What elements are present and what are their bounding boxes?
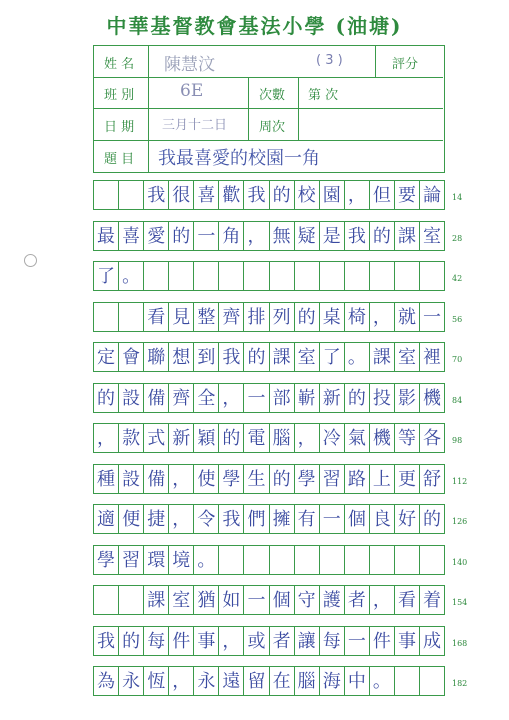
grid-cell: 便 <box>119 505 144 533</box>
column-divider <box>298 77 299 140</box>
grid-cell: 每 <box>144 627 169 655</box>
grid-row <box>93 666 445 696</box>
grid-cell: ， <box>219 627 244 655</box>
grid-cell: 就 <box>395 303 420 331</box>
name-label: 姓 名 <box>104 57 135 72</box>
grid-row <box>93 221 445 251</box>
grid-cell: 者 <box>270 627 295 655</box>
grid-cell: 的 <box>119 627 144 655</box>
grid-cell: 裡 <box>423 347 442 368</box>
grid-cell: 備 <box>144 384 169 412</box>
grid-cell: 無 <box>270 222 295 250</box>
grid-cell: 在 <box>270 667 295 695</box>
grid-cell: 好 <box>395 505 420 533</box>
grid-cell <box>320 262 345 290</box>
attempt-value: 第 次 <box>308 88 339 103</box>
grid-cell: 機 <box>423 387 442 409</box>
character-count: 56 <box>452 314 463 324</box>
grid-cell: 的 <box>370 222 395 250</box>
grid-cell: 捷 <box>144 505 169 533</box>
grid-cell: 部 <box>270 384 295 412</box>
character-count: 140 <box>452 557 468 567</box>
grid-row <box>93 504 445 534</box>
character-count: 154 <box>452 598 468 607</box>
grid-cell: 設 <box>119 465 144 493</box>
grid-cell <box>370 546 395 574</box>
grid-cell: 最 <box>94 222 119 250</box>
row-divider <box>94 77 443 78</box>
row-divider <box>94 108 443 109</box>
grid-cell: 每 <box>320 627 345 655</box>
grid-cell: 永 <box>194 667 219 695</box>
grid-cell: 我 <box>244 181 269 209</box>
grid-cell: 一 <box>194 222 219 250</box>
school-title: 中華基督教會基法小學 (油塘) <box>106 14 403 38</box>
grid-cell: 新 <box>169 424 194 452</box>
grid-cell: 課 <box>395 222 420 250</box>
grid-cell: 。 <box>119 262 144 290</box>
grid-cell: 一 <box>320 505 345 533</box>
grid-cell <box>295 546 320 574</box>
grid-cell: 整 <box>194 303 219 331</box>
grid-cell <box>94 586 119 614</box>
grid-cell: 一 <box>423 306 442 328</box>
grid-cell: 我 <box>219 505 244 533</box>
grid-cell <box>144 262 169 290</box>
grid-cell: 很 <box>169 181 194 209</box>
grid-cell: 新 <box>320 384 345 412</box>
grid-cell: 了 <box>94 262 119 290</box>
grid-cell: 一 <box>345 627 370 655</box>
grid-cell <box>345 546 370 574</box>
grid-row <box>93 180 445 210</box>
grid-cell: 室 <box>295 343 320 371</box>
grid-cell: 想 <box>169 343 194 371</box>
grid-cell: 款 <box>119 424 144 452</box>
grid-cell: 課 <box>144 586 169 614</box>
grid-cell <box>345 262 370 290</box>
grid-cell: 種 <box>94 465 119 493</box>
grid-cell <box>395 667 420 695</box>
grid-cell: 的 <box>169 222 194 250</box>
topic-label: 題 目 <box>104 152 135 167</box>
grid-cell: 更 <box>395 465 420 493</box>
grid-cell: 排 <box>244 303 269 331</box>
grid-cell: 我 <box>94 627 119 655</box>
grid-cell: 個 <box>345 505 370 533</box>
grid-cell <box>270 546 295 574</box>
grid-cell: 學 <box>94 546 119 574</box>
grid-cell: 令 <box>194 505 219 533</box>
grid-cell: 學 <box>219 465 244 493</box>
grid-cell: 事 <box>194 627 219 655</box>
grid-cell: 環 <box>144 546 169 574</box>
grid-cell: 機 <box>370 424 395 452</box>
column-divider <box>375 46 376 77</box>
grid-cell: 腦 <box>270 424 295 452</box>
grid-cell: ， <box>370 303 395 331</box>
grid-cell: 生 <box>244 465 269 493</box>
grid-cell: 中 <box>345 667 370 695</box>
grid-cell: ， <box>169 667 194 695</box>
grid-cell: 氣 <box>345 424 370 452</box>
character-count: 70 <box>452 355 463 364</box>
grid-cell: 嶄 <box>295 384 320 412</box>
column-divider <box>248 77 249 140</box>
grid-cell: 影 <box>395 384 420 412</box>
grid-cell <box>119 303 144 331</box>
grid-cell: 守 <box>295 586 320 614</box>
grid-cell: 習 <box>119 546 144 574</box>
grid-cell <box>395 262 420 290</box>
character-count: 182 <box>452 679 468 688</box>
grid-cell: 角 <box>219 222 244 250</box>
grid-cell <box>395 546 420 574</box>
grid-cell: 備 <box>144 465 169 493</box>
grid-cell: 的 <box>270 181 295 209</box>
topic-value: 我最喜愛的校園一角 <box>158 148 320 169</box>
grid-cell <box>194 262 219 290</box>
grid-cell: 一 <box>244 384 269 412</box>
grid-cell: 疑 <box>295 222 320 250</box>
grid-cell: 。 <box>370 667 395 695</box>
punch-hole <box>24 254 37 267</box>
grid-cell: 腦 <box>295 667 320 695</box>
grid-cell: ， <box>219 384 244 412</box>
grid-cell: ， <box>295 424 320 452</box>
grid-cell: 習 <box>320 465 345 493</box>
date-label: 日 期 <box>104 120 135 135</box>
grid-cell: 椅 <box>345 303 370 331</box>
grid-cell: 歡 <box>219 181 244 209</box>
grid-cell: 為 <box>94 667 119 695</box>
grid-cell: 的 <box>244 343 269 371</box>
character-count: 84 <box>452 395 463 405</box>
grid-cell: 境 <box>169 546 194 574</box>
grid-row <box>93 464 445 494</box>
grid-cell: 各 <box>423 428 442 449</box>
grid-cell: ， <box>345 181 370 209</box>
grid-row <box>93 302 445 332</box>
grid-cell: ， <box>244 222 269 250</box>
character-count: 28 <box>452 233 463 243</box>
grid-cell: ， <box>370 586 395 614</box>
grid-cell: 看 <box>144 303 169 331</box>
grid-cell <box>420 667 444 695</box>
grid-cell <box>244 262 269 290</box>
grid-cell: 永 <box>119 667 144 695</box>
grid-cell: 定 <box>94 343 119 371</box>
info-table <box>93 45 445 173</box>
grid-cell: 看 <box>395 586 420 614</box>
grid-cell <box>94 303 119 331</box>
grid-cell: 上 <box>370 465 395 493</box>
grid-cell: 喜 <box>119 222 144 250</box>
grid-cell: 投 <box>370 384 395 412</box>
name-value: 陳慧汶 <box>164 55 215 75</box>
grid-cell: 一 <box>244 586 269 614</box>
character-count: 14 <box>452 193 463 202</box>
row-divider <box>94 140 443 141</box>
grid-cell: 們 <box>244 505 269 533</box>
grid-cell: 學 <box>295 465 320 493</box>
grid-cell: 是 <box>320 222 345 250</box>
character-count: 112 <box>452 476 468 486</box>
grid-cell: 愛 <box>144 222 169 250</box>
grid-cell: 要 <box>395 181 420 209</box>
grid-cell: 恆 <box>144 667 169 695</box>
grid-cell: 讓 <box>295 627 320 655</box>
grid-cell: 室 <box>423 225 442 247</box>
grid-cell: 全 <box>194 384 219 412</box>
score-label: 評分 <box>392 57 419 72</box>
grid-cell: 穎 <box>194 424 219 452</box>
column-divider <box>148 46 149 172</box>
grid-cell: 室 <box>395 343 420 371</box>
attempt-label: 次數 <box>259 88 286 103</box>
class-value: 6E <box>180 81 204 101</box>
grid-cell: 式 <box>144 424 169 452</box>
grid-cell: 我 <box>219 343 244 371</box>
grid-cell: 着 <box>423 590 442 611</box>
grid-cell: 海 <box>320 667 345 695</box>
grid-cell: 的 <box>295 303 320 331</box>
grid-cell: 的 <box>270 465 295 493</box>
grid-cell: 的 <box>94 384 119 412</box>
grid-cell: 或 <box>244 627 269 655</box>
grid-cell: 到 <box>194 343 219 371</box>
grid-row <box>93 342 445 372</box>
grid-row <box>93 423 445 453</box>
grid-cell: 校 <box>295 181 320 209</box>
grid-cell: 護 <box>320 586 345 614</box>
grid-cell: 使 <box>194 465 219 493</box>
grid-cell: 路 <box>345 465 370 493</box>
grid-cell <box>219 546 244 574</box>
character-count: 42 <box>452 274 463 283</box>
grid-cell <box>169 262 194 290</box>
grid-cell <box>420 262 444 290</box>
grid-cell <box>244 546 269 574</box>
grid-cell: 設 <box>119 384 144 412</box>
grid-cell: 如 <box>219 586 244 614</box>
grid-cell: 園 <box>320 181 345 209</box>
grid-cell: 留 <box>244 667 269 695</box>
grid-cell: 桌 <box>320 303 345 331</box>
grid-cell: 事 <box>395 627 420 655</box>
grid-row <box>93 545 445 575</box>
grid-row <box>93 626 445 656</box>
grid-cell: 猶 <box>194 586 219 614</box>
grid-cell <box>270 262 295 290</box>
grid-cell <box>370 262 395 290</box>
character-count: 98 <box>452 436 463 445</box>
grid-cell: 冷 <box>320 424 345 452</box>
grid-cell: 舒 <box>423 468 442 490</box>
grid-cell: 室 <box>169 586 194 614</box>
grid-cell: 聯 <box>144 343 169 371</box>
grid-cell: 列 <box>270 303 295 331</box>
student-number: ( 3 ) <box>316 53 343 68</box>
grid-cell: 遠 <box>219 667 244 695</box>
grid-cell: 的 <box>345 384 370 412</box>
grid-cell: ， <box>94 424 119 452</box>
grid-cell <box>119 586 144 614</box>
grid-cell <box>295 262 320 290</box>
week-label: 周次 <box>259 120 286 135</box>
date-value: 三月十二日 <box>162 118 228 133</box>
grid-row <box>93 585 445 615</box>
grid-cell: 。 <box>345 343 370 371</box>
grid-cell <box>94 181 119 209</box>
grid-cell: 我 <box>345 222 370 250</box>
grid-cell: 件 <box>370 627 395 655</box>
grid-cell: 的 <box>219 424 244 452</box>
grid-cell: 我 <box>144 181 169 209</box>
grid-cell: 課 <box>370 343 395 371</box>
grid-cell: 見 <box>169 303 194 331</box>
grid-cell: 等 <box>395 424 420 452</box>
grid-cell <box>119 181 144 209</box>
grid-cell: 件 <box>169 627 194 655</box>
class-label: 班 別 <box>104 88 135 103</box>
grid-cell: 齊 <box>219 303 244 331</box>
grid-cell: ， <box>169 505 194 533</box>
grid-cell: 齊 <box>169 384 194 412</box>
grid-cell: 者 <box>345 586 370 614</box>
grid-cell: 擁 <box>270 505 295 533</box>
character-count: 126 <box>452 517 468 526</box>
character-count: 168 <box>452 638 468 648</box>
grid-cell: 論 <box>423 185 442 206</box>
grid-cell: 了 <box>320 343 345 371</box>
grid-cell <box>420 546 444 574</box>
grid-cell: 。 <box>194 546 219 574</box>
grid-cell: 良 <box>370 505 395 533</box>
grid-cell: 喜 <box>194 181 219 209</box>
grid-cell: 但 <box>370 181 395 209</box>
grid-cell <box>219 262 244 290</box>
grid-cell: 的 <box>423 509 442 530</box>
grid-row <box>93 383 445 413</box>
grid-cell <box>320 546 345 574</box>
grid-cell: 會 <box>119 343 144 371</box>
grid-row <box>93 261 445 291</box>
grid-cell: 成 <box>423 630 442 652</box>
grid-cell: 有 <box>295 505 320 533</box>
grid-cell: 適 <box>94 505 119 533</box>
grid-cell: 電 <box>244 424 269 452</box>
grid-cell: 個 <box>270 586 295 614</box>
grid-cell: ， <box>169 465 194 493</box>
grid-cell: 課 <box>270 343 295 371</box>
